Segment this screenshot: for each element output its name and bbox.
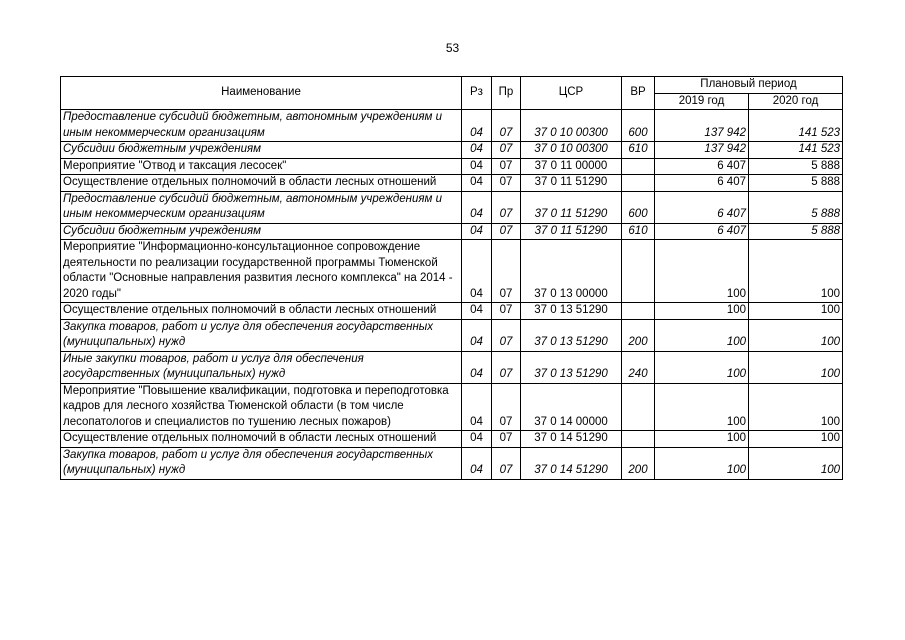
row-amount-2019: 137 942 [655, 142, 749, 159]
row-amount-2020: 100 [749, 319, 843, 351]
table-row [61, 319, 843, 351]
row-amount-2019: 100 [655, 303, 749, 320]
header-vr: ВР [622, 77, 655, 110]
row-csr: 37 0 13 00000 [521, 240, 622, 303]
row-pr: 07 [492, 431, 521, 448]
header-year-2019: 2019 год [655, 93, 749, 110]
header-csr: ЦСР [521, 77, 622, 110]
row-vr [622, 175, 655, 192]
row-csr: 37 0 11 51290 [521, 223, 622, 240]
row-pr: 07 [492, 447, 521, 479]
row-rz: 04 [462, 319, 492, 351]
row-vr [622, 431, 655, 448]
row-pr: 07 [492, 142, 521, 159]
row-rz: 04 [462, 303, 492, 320]
row-vr: 240 [622, 351, 655, 383]
page-number: 53 [445, 41, 460, 55]
row-amount-2019: 100 [655, 431, 749, 448]
row-name: Осуществление отдельных полномочий в области лесных отношений [61, 175, 462, 192]
row-rz: 04 [462, 175, 492, 192]
table-row [61, 303, 843, 320]
row-name: Предоставление субсидий бюджетным, автономным учреждениям и иным некоммерческим организациям [61, 110, 462, 142]
row-name: Закупка товаров, работ и услуг для обеспечения государственных (муниципальных) нужд [61, 319, 462, 351]
row-name: Закупка товаров, работ и услуг для обеспечения государственных (муниципальных) нужд [61, 447, 462, 479]
row-amount-2019: 6 407 [655, 158, 749, 175]
table-row [61, 383, 843, 431]
row-csr: 37 0 10 00300 [521, 142, 622, 159]
row-rz: 04 [462, 191, 492, 223]
row-amount-2019: 6 407 [655, 223, 749, 240]
row-name: Иные закупки товаров, работ и услуг для обеспечения государственных (муниципальных) нужд [61, 351, 462, 383]
row-pr: 07 [492, 240, 521, 303]
row-csr: 37 0 13 51290 [521, 351, 622, 383]
row-vr [622, 383, 655, 431]
header-year-2020: 2020 год [749, 93, 843, 110]
row-rz: 04 [462, 142, 492, 159]
row-csr: 37 0 11 51290 [521, 191, 622, 223]
row-pr: 07 [492, 223, 521, 240]
row-pr: 07 [492, 158, 521, 175]
row-vr: 610 [622, 223, 655, 240]
row-amount-2020: 100 [749, 240, 843, 303]
table-row [61, 240, 843, 303]
row-amount-2020: 141 523 [749, 110, 843, 142]
row-vr [622, 240, 655, 303]
row-vr: 600 [622, 110, 655, 142]
row-vr: 600 [622, 191, 655, 223]
row-rz: 04 [462, 351, 492, 383]
row-vr [622, 158, 655, 175]
table-row [61, 175, 843, 192]
row-name: Осуществление отдельных полномочий в области лесных отношений [61, 431, 462, 448]
row-amount-2019: 100 [655, 447, 749, 479]
row-csr: 37 0 11 51290 [521, 175, 622, 192]
table-row [61, 191, 843, 223]
row-amount-2020: 5 888 [749, 191, 843, 223]
row-csr: 37 0 14 51290 [521, 447, 622, 479]
table-row [61, 110, 843, 142]
row-csr: 37 0 14 00000 [521, 383, 622, 431]
row-amount-2020: 141 523 [749, 142, 843, 159]
row-amount-2019: 100 [655, 240, 749, 303]
table-body [61, 110, 843, 480]
row-csr: 37 0 11 00000 [521, 158, 622, 175]
row-rz: 04 [462, 383, 492, 431]
row-pr: 07 [492, 383, 521, 431]
row-csr: 37 0 13 51290 [521, 319, 622, 351]
row-name: Осуществление отдельных полномочий в области лесных отношений [61, 303, 462, 320]
row-pr: 07 [492, 191, 521, 223]
row-amount-2020: 5 888 [749, 175, 843, 192]
row-csr: 37 0 13 51290 [521, 303, 622, 320]
row-amount-2020: 100 [749, 303, 843, 320]
row-vr: 200 [622, 447, 655, 479]
row-name: Субсидии бюджетным учреждениям [61, 223, 462, 240]
row-amount-2020: 5 888 [749, 158, 843, 175]
row-pr: 07 [492, 303, 521, 320]
row-rz: 04 [462, 431, 492, 448]
budget-table [60, 76, 843, 480]
table-row [61, 142, 843, 159]
row-csr: 37 0 14 51290 [521, 431, 622, 448]
row-csr: 37 0 10 00300 [521, 110, 622, 142]
row-amount-2020: 5 888 [749, 223, 843, 240]
row-amount-2020: 100 [749, 447, 843, 479]
row-vr: 200 [622, 319, 655, 351]
table-row [61, 158, 843, 175]
table-row [61, 351, 843, 383]
row-amount-2019: 6 407 [655, 175, 749, 192]
row-name: Субсидии бюджетным учреждениям [61, 142, 462, 159]
table-row [61, 431, 843, 448]
table-row [61, 447, 843, 479]
row-rz: 04 [462, 240, 492, 303]
row-name: Мероприятие "Отвод и таксация лесосек" [61, 158, 462, 175]
row-pr: 07 [492, 351, 521, 383]
row-rz: 04 [462, 447, 492, 479]
row-amount-2020: 100 [749, 351, 843, 383]
row-rz: 04 [462, 110, 492, 142]
row-amount-2019: 100 [655, 319, 749, 351]
row-amount-2019: 100 [655, 351, 749, 383]
header-rz: Рз [462, 77, 492, 110]
header-pr: Пр [492, 77, 521, 110]
row-amount-2019: 6 407 [655, 191, 749, 223]
row-pr: 07 [492, 175, 521, 192]
row-rz: 04 [462, 158, 492, 175]
row-amount-2020: 100 [749, 383, 843, 431]
row-name: Предоставление субсидий бюджетным, автономным учреждениям и иным некоммерческим организациям [61, 191, 462, 223]
row-amount-2020: 100 [749, 431, 843, 448]
row-vr: 610 [622, 142, 655, 159]
header-planned-period: Плановый период [655, 77, 843, 94]
row-name: Мероприятие "Информационно-консультационное сопровождение деятельности по реализации государственной программы Тюменской области "Основные направления развития лесного комплекса" на 2014 - 2020 годы" [61, 240, 462, 303]
row-amount-2019: 137 942 [655, 110, 749, 142]
row-vr [622, 303, 655, 320]
table-row [61, 223, 843, 240]
row-amount-2019: 100 [655, 383, 749, 431]
row-name: Мероприятие "Повышение квалификации, подготовка и переподготовка кадров для лесного хозяйства Тюменской области (в том числе лесопатологов и специалистов по тушению лесных пожаров) [61, 383, 462, 431]
row-pr: 07 [492, 110, 521, 142]
row-rz: 04 [462, 223, 492, 240]
row-pr: 07 [492, 319, 521, 351]
header-name: Наименование [61, 77, 462, 110]
